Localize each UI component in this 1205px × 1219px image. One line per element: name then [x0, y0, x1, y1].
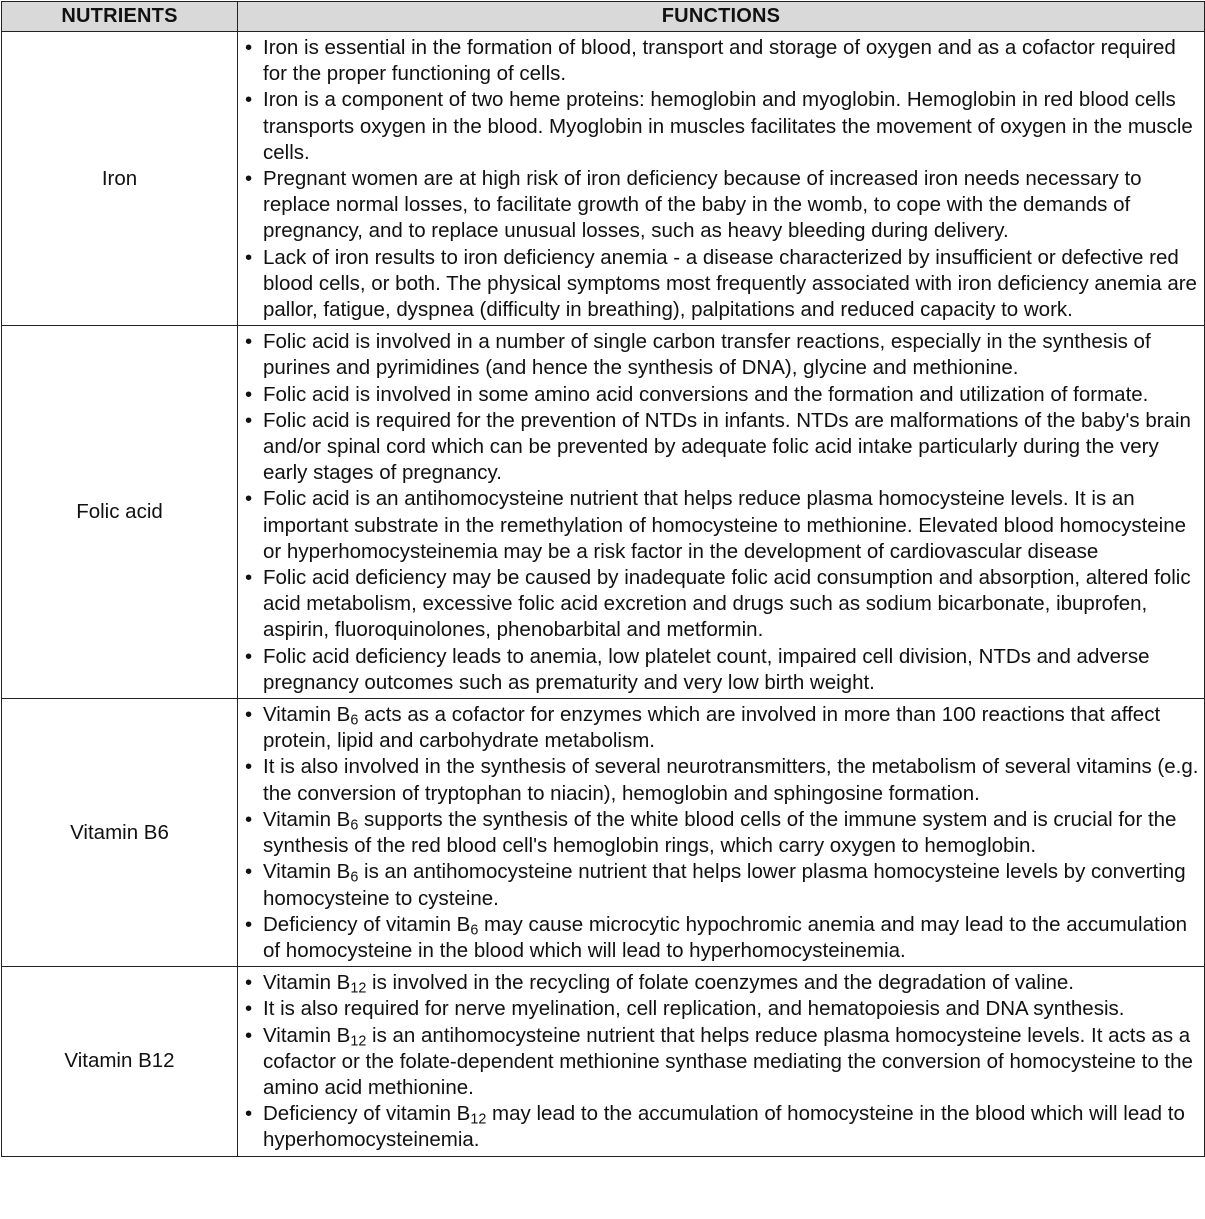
table-row	[2, 32, 1205, 326]
function-list	[245, 329, 1200, 696]
bullet-icon: •	[245, 807, 253, 831]
function-item	[245, 912, 1200, 964]
function-item	[245, 996, 1200, 1022]
bullet-icon: •	[245, 330, 253, 354]
bullet-icon: •	[245, 88, 253, 112]
bullet-icon: •	[245, 997, 253, 1021]
function-item	[245, 702, 1200, 754]
function-text: Folic acid deficiency leads to anemia, low platelet count, impaired cell division, NTDs and adverse pregnancy outcomes such as prematurity and very low birth weight.	[263, 644, 1150, 694]
function-text: supports the synthesis of the white blood cells of the immune system and is crucial for the synthesis of the red blood cell's hemoglobin rings, which carry oxygen to hemoglobin.	[263, 807, 1177, 858]
function-item	[245, 245, 1200, 324]
bullet-icon: •	[245, 36, 253, 59]
table-row	[2, 967, 1205, 1156]
function-item	[245, 565, 1200, 644]
bullet-icon: •	[245, 912, 253, 936]
function-text: Vitamin B	[263, 807, 351, 831]
function-text: Vitamin B	[263, 1023, 351, 1047]
function-text: Iron is a component of two heme proteins: hemoglobin and myoglobin. Hemoglobin in red blood cells transports oxygen in the blood. Myoglobin in muscles facilitates the movement of oxygen in the muscle cells.	[263, 88, 1193, 164]
function-item	[245, 87, 1200, 166]
function-text: Pregnant women are at high risk of iron deficiency because of increased iron needs necessary to replace normal losses, to facilitate growth of the baby in the womb, to cope with the demands of pregnancy, and to replace unusual losses, such as heavy bleeding during delivery.	[263, 167, 1142, 243]
function-item	[245, 754, 1200, 806]
header-row	[2, 2, 1205, 32]
function-item	[245, 35, 1200, 87]
function-text: is involved in the recycling of folate coenzymes and the degradation of valine.	[366, 971, 1074, 995]
function-text: may lead to the accumulation of homocysteine in the blood which will lead to hyperhomocysteinemia.	[263, 1102, 1185, 1152]
function-item	[245, 166, 1200, 245]
bullet-icon: •	[245, 487, 253, 511]
table-row	[2, 326, 1205, 699]
function-item	[245, 382, 1200, 408]
header-nutrients: NUTRIENTS	[2, 2, 238, 32]
function-text: Folic acid is required for the prevention of NTDs in infants. NTDs are malformations of the baby's brain and/or spinal cord which can be prevented by adequate folic acid intake particularly during the very early stages of pregnancy.	[263, 408, 1191, 485]
function-item	[245, 970, 1200, 996]
bullet-icon: •	[245, 703, 253, 727]
function-text: is an antihomocysteine nutrient that helps lower plasma homocysteine levels by converting homocysteine to cysteine.	[263, 860, 1186, 910]
nutrient-name: Vitamin B6	[2, 699, 238, 967]
function-text: is an antihomocysteine nutrient that helps reduce plasma homocysteine levels. It acts as a cofactor or the folate-dependent methionine synthase mediating the conversion of homocysteine to the amino acid methionine.	[263, 1023, 1193, 1099]
subscript: 6	[350, 712, 359, 729]
function-item	[245, 1101, 1200, 1153]
functions-cell	[238, 326, 1205, 699]
bullet-icon: •	[245, 566, 253, 590]
header-functions: FUNCTIONS	[238, 2, 1205, 32]
bullet-icon: •	[245, 1023, 253, 1047]
function-item	[245, 1023, 1200, 1102]
nutrient-name: Folic acid	[2, 326, 238, 699]
function-item	[245, 329, 1200, 381]
bullet-icon: •	[245, 1102, 253, 1126]
functions-cell	[238, 32, 1205, 326]
function-item	[245, 486, 1200, 565]
function-text: acts as a cofactor for enzymes which are involved in more than 100 reactions that affect protein, lipid and carbohydrate metabolism.	[263, 703, 1161, 753]
function-text: Deficiency of vitamin B	[263, 1102, 471, 1126]
subscript: 6	[350, 817, 359, 834]
subscript: 12	[350, 980, 367, 997]
subscript: 12	[470, 1111, 487, 1128]
function-text: It is also involved in the synthesis of several neurotransmitters, the metabolism of several vitamins (e.g. the conversion of tryptophan to niacin), hemoglobin and sphingosine formation.	[263, 755, 1199, 805]
function-list	[245, 970, 1200, 1153]
bullet-icon: •	[245, 245, 253, 269]
function-text: Folic acid is involved in some amino acid conversions and the formation and utilization of formate.	[263, 382, 1149, 406]
bullet-icon: •	[245, 408, 253, 432]
bullet-icon: •	[245, 644, 253, 668]
subscript: 12	[350, 1033, 367, 1050]
nutrient-name: Vitamin B12	[2, 967, 238, 1156]
bullet-icon: •	[245, 971, 253, 995]
function-text: It is also required for nerve myelination, cell replication, and hematopoiesis and DNA synthesis.	[263, 997, 1125, 1021]
subscript: 6	[470, 922, 479, 939]
function-item	[245, 408, 1200, 487]
function-item	[245, 859, 1200, 911]
function-text: may cause microcytic hypochromic anemia and may lead to the accumulation of homocysteine in the blood which will lead to hyperhomocysteinemia.	[263, 912, 1188, 962]
table-body	[2, 32, 1205, 1157]
bullet-icon: •	[245, 860, 253, 884]
bullet-icon: •	[245, 167, 253, 191]
function-list	[245, 702, 1200, 964]
function-text: Folic acid deficiency may be caused by inadequate folic acid consumption and absorption, altered folic acid metabolism, excessive folic acid excretion and drugs such as sodium bicarbonate, ibuprofen, aspirin, fluoroquinolones, phenobarbital and metformin.	[263, 566, 1191, 642]
bullet-icon: •	[245, 382, 253, 406]
function-text: Folic acid is involved in a number of single carbon transfer reactions, especially in the synthesis of purines and pyrimidines (and hence the synthesis of DNA), glycine and methionine.	[263, 330, 1151, 380]
functions-cell	[238, 967, 1205, 1156]
nutrients-functions-table	[1, 1, 1205, 1157]
function-item	[245, 807, 1200, 859]
subscript: 6	[350, 869, 359, 886]
function-text: Deficiency of vitamin B	[263, 912, 471, 936]
function-text: Lack of iron results to iron deficiency anemia - a disease characterized by insufficient or defective red blood cells, or both. The physical symptoms most frequently associated with iron deficiency anemia are pallor, fatigue, dyspnea (difficulty in breathing), palpitations and reduced capacity to work.	[263, 245, 1197, 322]
function-text: Vitamin B	[263, 860, 351, 884]
bullet-icon: •	[245, 755, 253, 779]
functions-cell	[238, 699, 1205, 967]
function-text: Vitamin B	[263, 703, 351, 727]
nutrient-name: Iron	[2, 32, 238, 326]
function-text: Iron is essential in the formation of blood, transport and storage of oxygen and as a cofactor required for the proper functioning of cells.	[263, 36, 1176, 86]
function-text: Folic acid is an antihomocysteine nutrient that helps reduce plasma homocysteine levels. It is an important substrate in the remethylation of homocysteine to methionine. Elevated blood homocysteine or hyperhomocysteinemia may be a risk factor in the development of cardiovascular disease	[263, 487, 1187, 563]
function-text: Vitamin B	[263, 971, 351, 995]
function-item	[245, 644, 1200, 696]
function-list	[245, 35, 1200, 323]
table-row	[2, 699, 1205, 967]
